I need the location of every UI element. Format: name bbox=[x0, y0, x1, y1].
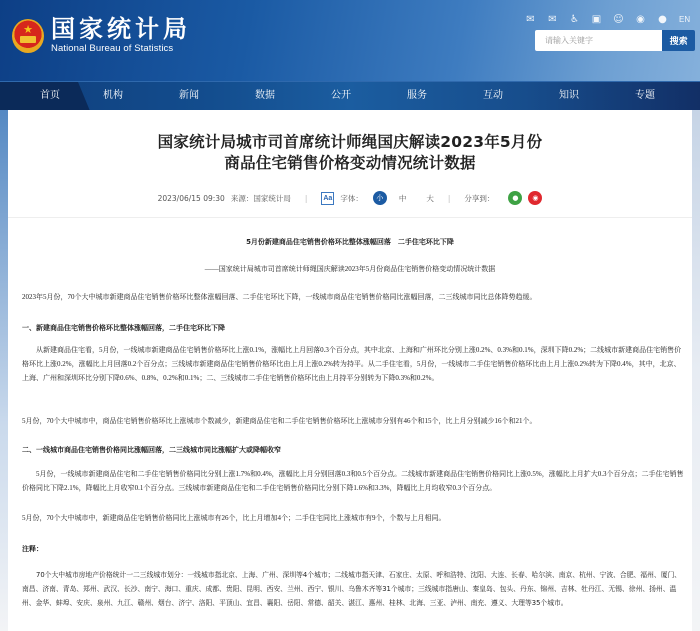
wechat-icon[interactable]: ● bbox=[658, 14, 667, 25]
font-size-small-button[interactable]: 小 bbox=[373, 191, 387, 205]
article-intro: 2023年5月份，70个大中城市新建商品住宅销售价格环比整体涨幅回落、二手住宅环比下降，一线城市商品住宅销售价格同比涨幅回落，二三线城市同比总体降势趋缓。 bbox=[22, 293, 537, 301]
section1-paragraph-2: 5月份，70个大中城市中，商品住宅销售价格环比上涨城市个数减少，新建商品住宅和二手住宅销售价格环比上涨城市分别有46个和15个，比上月分别减少16个和21个。 bbox=[22, 417, 537, 425]
top-utility-icons bbox=[525, 14, 690, 26]
search-input[interactable] bbox=[535, 30, 662, 51]
nav-item-news[interactable]: 新闻 bbox=[179, 90, 199, 101]
mail-icon[interactable]: ✉ bbox=[526, 14, 535, 25]
english-link[interactable]: EN bbox=[679, 15, 691, 24]
publish-datetime: 2023/06/15 09:30 bbox=[157, 193, 225, 203]
share-weibo-icon[interactable]: ◉ bbox=[528, 191, 542, 205]
site-logo[interactable] bbox=[12, 16, 191, 55]
mailbox-icon[interactable]: ✉ bbox=[548, 14, 557, 25]
accessibility-icon[interactable]: ♿ bbox=[570, 14, 579, 25]
section-heading-2: 二、一线城市商品住宅销售价格同比涨幅回落，二三线城市同比涨幅扩大或降幅收窄 bbox=[22, 446, 281, 454]
logo-title-cn: 国家统计局 bbox=[51, 15, 191, 43]
site-header bbox=[0, 0, 700, 110]
share-wechat-icon[interactable]: ● bbox=[508, 191, 522, 205]
page-background-left bbox=[0, 110, 8, 631]
meta-divider: | bbox=[447, 193, 451, 203]
search-button[interactable]: 搜索 bbox=[662, 30, 695, 51]
mobile-icon[interactable]: ▣ bbox=[591, 14, 602, 25]
logo-title-en: National Bureau of Statistics bbox=[51, 43, 174, 54]
notes-paragraph: 70个大中城市房地产价格统计一二三线城市划分：一线城市指北京、上海、广州、深圳等4个城市；二线城市指天津、石家庄、太原、呼和浩特、沈阳、大连、长春、哈尔滨、南京、杭州、宁波、合肥、福州、厦门、南昌、济南、青岛、郑州、武汉、长沙、南宁、海口、重庆、成都、贵阳、昆明、西安、兰州、西宁、银川、乌鲁木齐等31个城市；三线城市指唐山、秦皇岛、包头、丹东、锦州、吉林、牡丹江、无锡、徐州、扬州、温州、金华、蚌埠、安庆、泉州、九江、赣州、烟台、济宁、洛阳、平顶山、宜昌、襄阳、岳阳、常德、韶关、湛江、惠州、桂林、北海、三亚、泸州、南充、遵义、大理等35个城市。 bbox=[22, 571, 682, 607]
font-size-medium-button[interactable]: 中 bbox=[398, 193, 407, 203]
nav-item-topics[interactable]: 专题 bbox=[635, 90, 655, 101]
nav-item-disclosure[interactable]: 公开 bbox=[331, 90, 351, 101]
article-subtitle: ——国家统计局城市司首席统计师绳国庆解读2023年5月份商品住宅销售价格变动情况统计数据 bbox=[204, 265, 496, 273]
font-size-large-button[interactable]: 大 bbox=[426, 193, 434, 203]
nav-item-knowledge[interactable]: 知识 bbox=[559, 90, 579, 101]
nav-item-interaction[interactable]: 互动 bbox=[483, 90, 503, 101]
section-heading-1: 一、新建商品住宅销售价格环比整体涨幅回落，二手住宅环比下降 bbox=[22, 324, 225, 332]
section2-paragraph-2: 5月份，70个大中城市中，新建商品住宅销售价格同比上涨城市有26个，比上月增加4个；二手住宅同比上涨城市有9个，个数与上月相同。 bbox=[22, 514, 446, 522]
weibo-icon[interactable]: ◉ bbox=[636, 14, 645, 25]
share-label: 分享到： bbox=[464, 193, 495, 203]
search-bar bbox=[535, 30, 695, 51]
nav-item-organization[interactable]: 机构 bbox=[103, 90, 123, 101]
meta-divider-line bbox=[8, 217, 692, 218]
section1-paragraph-1: 从新建商品住宅看，5月份，一线城市新建商品住宅销售价格环比上涨0.1%，涨幅比上月回落0.3个百分点，其中北京、上海和广州环比分别上涨0.2%、0.3%和0.1%，深圳下降0.2%；二线城市新建商品住宅销售价格环比上涨0.2%，涨幅比上月回落0.2个百分点；三线城市新建商品住宅销售价格环比由上月上涨0.2%转为持平。从二手住宅看，5月份，一线城市二手住宅销售价格环比由上月上涨0.2%转为下降0.4%，其中，北京、上海、广州和深圳环比分别下降0.6%、0.8%、0.2%和0.1%；二、三线城市二手住宅销售价格环比由上月持平分别转为下降0.3%和0.2%。 bbox=[22, 346, 682, 382]
article-meta bbox=[8, 190, 692, 206]
app-icon[interactable]: ☺ bbox=[613, 14, 624, 25]
article-container bbox=[8, 110, 692, 631]
article-source: 来源：国家统计局 bbox=[230, 193, 291, 203]
notes-heading: 注释： bbox=[22, 545, 43, 553]
font-size-icon: Aa bbox=[321, 192, 334, 205]
section2-paragraph-1: 5月份，一线城市新建商品住宅和二手住宅销售价格同比分别上涨1.7%和0.4%，涨幅比上月分别回落0.3和0.5个百分点。二线城市新建商品住宅销售价格同比上涨0.5%，涨幅比上月扩大0.3个百分点；二手住宅销售价格同比下降2.1%，降幅比上月收窄0.1个百分点。三线城市新建商品住宅和二手住宅销售价格同比分别下降1.6%和3.3%，降幅比上月均收窄0.3个百分点。 bbox=[22, 470, 684, 492]
nav-item-home[interactable]: 首页 bbox=[40, 90, 60, 101]
main-nav bbox=[0, 81, 700, 110]
meta-divider: | bbox=[304, 193, 308, 203]
article-title: 国家统计局城市司首席统计师绳国庆解读2023年5月份 商品住宅销售价格变动情况统计数据 bbox=[157, 133, 543, 172]
page-scrollbar[interactable] bbox=[692, 110, 700, 631]
article-headline: 5月份新建商品住宅销售价格环比整体涨幅回落 二手住宅环比下降 bbox=[246, 238, 454, 246]
nav-item-services[interactable]: 服务 bbox=[407, 90, 427, 101]
national-emblem-icon bbox=[12, 19, 44, 53]
font-size-label: 字体： bbox=[340, 193, 363, 203]
nav-item-data[interactable]: 数据 bbox=[227, 82, 303, 111]
